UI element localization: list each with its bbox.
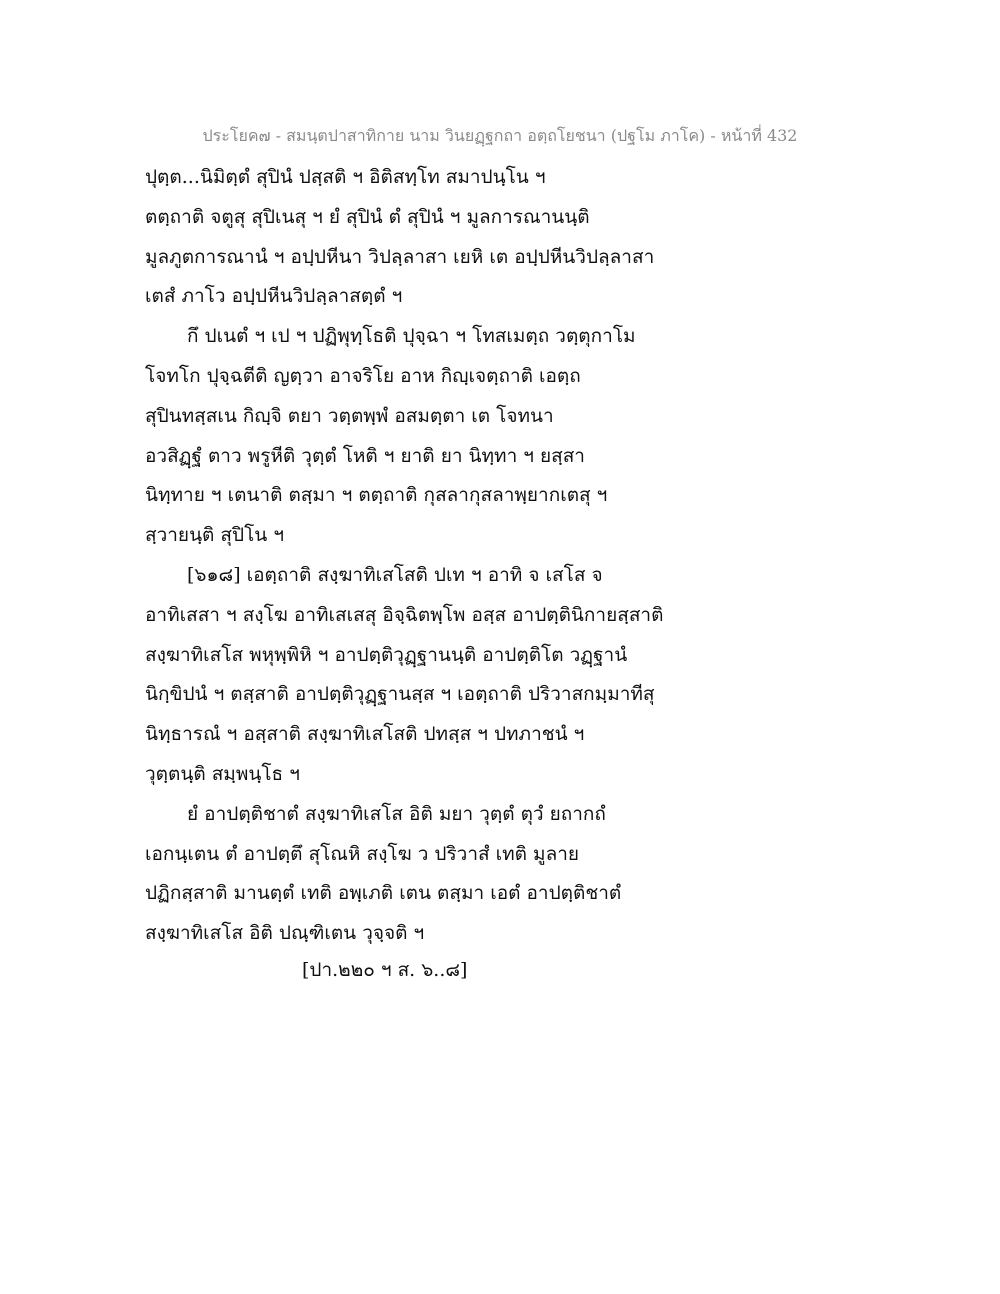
text-line: ปฏิกสฺสาติ มานตฺตํ เทติ อพฺเภติ เตน ตสฺมา เอตํ อาปตฺติชาตํ xyxy=(145,882,622,905)
text-line: กึ ปเนตํ ฯ เป ฯ ปฏิพุทฺโธติ ปุจฺฉา ฯ โทสเมตฺถ วตฺตุกาโม xyxy=(187,325,636,348)
text-line: นิทฺธารณํ ฯ อสฺสาติ สงฺฆาทิเสโสติ ปทสฺส ฯ ปทภาชนํ ฯ xyxy=(145,723,585,746)
text-line: สฺวายนฺติ สุปิโน ฯ xyxy=(145,524,284,547)
text-line: [๖๑๘] เอตฺถาติ สงฺฆาทิเสโสติ ปเท ฯ อาทิ จ เสโส จ xyxy=(187,563,603,586)
text-line: วุตฺตนฺติ สมฺพนฺโธ ฯ xyxy=(145,762,300,785)
text-line: โจทโก ปุจฺฉตีติ ญตฺวา อาจริโย อาห กิญฺเจตฺถาติ เอตฺถ xyxy=(145,364,581,387)
body-text xyxy=(145,158,705,954)
text-line: นิทฺทาย ฯ เตนาติ ตสฺมา ฯ ตตฺถาติ กุสลากุสลาพฺยากเตสุ ฯ xyxy=(145,484,608,507)
text-line: เตสํ ภาโว อปฺปหีนวิปลฺลาสตฺตํ ฯ xyxy=(145,285,403,308)
text-line: อาทิเสสา ฯ สงฺโฆ อาทิเสเสสุ อิจฺฉิตพฺโพ อสฺส อาปตฺตินิกายสฺสาติ xyxy=(145,603,664,626)
text-line: เอกนฺเตน ตํ อาปตฺตึ สุโณหิ สงฺโฆ ว ปริวาสํ เทติ มูลาย xyxy=(145,842,580,865)
page-header: ประโยค๗ - สมนฺตปาสาทิกาย นาม วินยฏฺฐกถา อตฺถโยชนา (ปฐโม ภาโค) - หน้าที่ 432 xyxy=(202,126,798,145)
text-line: ปุตฺต...นิมิตฺตํ สุปินํ ปสฺสติ ฯ อิติสทฺโท สมาปนฺโน ฯ xyxy=(145,166,546,188)
text-line: สงฺฆาทิเสโส อิติ ปณฺฑิเตน วุจฺจติ ฯ xyxy=(145,922,425,945)
text-line: ยํ อาปตฺติชาตํ สงฺฆาทิเสโส อิติ มยา วุตฺตํ ตุวํ ยถากถํ xyxy=(187,802,606,825)
reference-note: [ปา.๒๒๐ ฯ ส. ๖..๘] xyxy=(302,959,468,981)
text-line: สุปินทสฺสเน กิญฺจิ ตยา วตฺตพฺพํ อสมตฺตา เต โจทนา xyxy=(145,404,554,427)
text-line: มูลภูตการณานํ ฯ อปฺปหีนา วิปลฺลาสา เยหิ เต อปฺปหีนวิปลฺลาสา xyxy=(145,245,655,268)
text-line: ตตฺถาติ จตูสุ สุปิเนสุ ฯ ยํ สุปินํ ตํ สุปินํ ฯ มูลการณานนฺติ xyxy=(145,205,590,228)
text-line: สงฺฆาทิเสโส พหุพฺพิหิ ฯ อาปตฺติวุฏฺฐานนฺติ อาปตฺติโต วฏฺฐานํ xyxy=(145,643,628,666)
text-line: นิกฺขิปนํ ฯ ตสฺสาติ อาปตฺติวุฏฺฐานสฺส ฯ เอตฺถาติ ปริวาสกมฺมาทีสุ xyxy=(145,683,655,706)
text-line: อวสิฏฺฐํ ตาว พรูหีติ วุตฺตํ โหติ ฯ ยาติ ยา นิทฺทา ฯ ยสฺสา xyxy=(145,444,585,467)
